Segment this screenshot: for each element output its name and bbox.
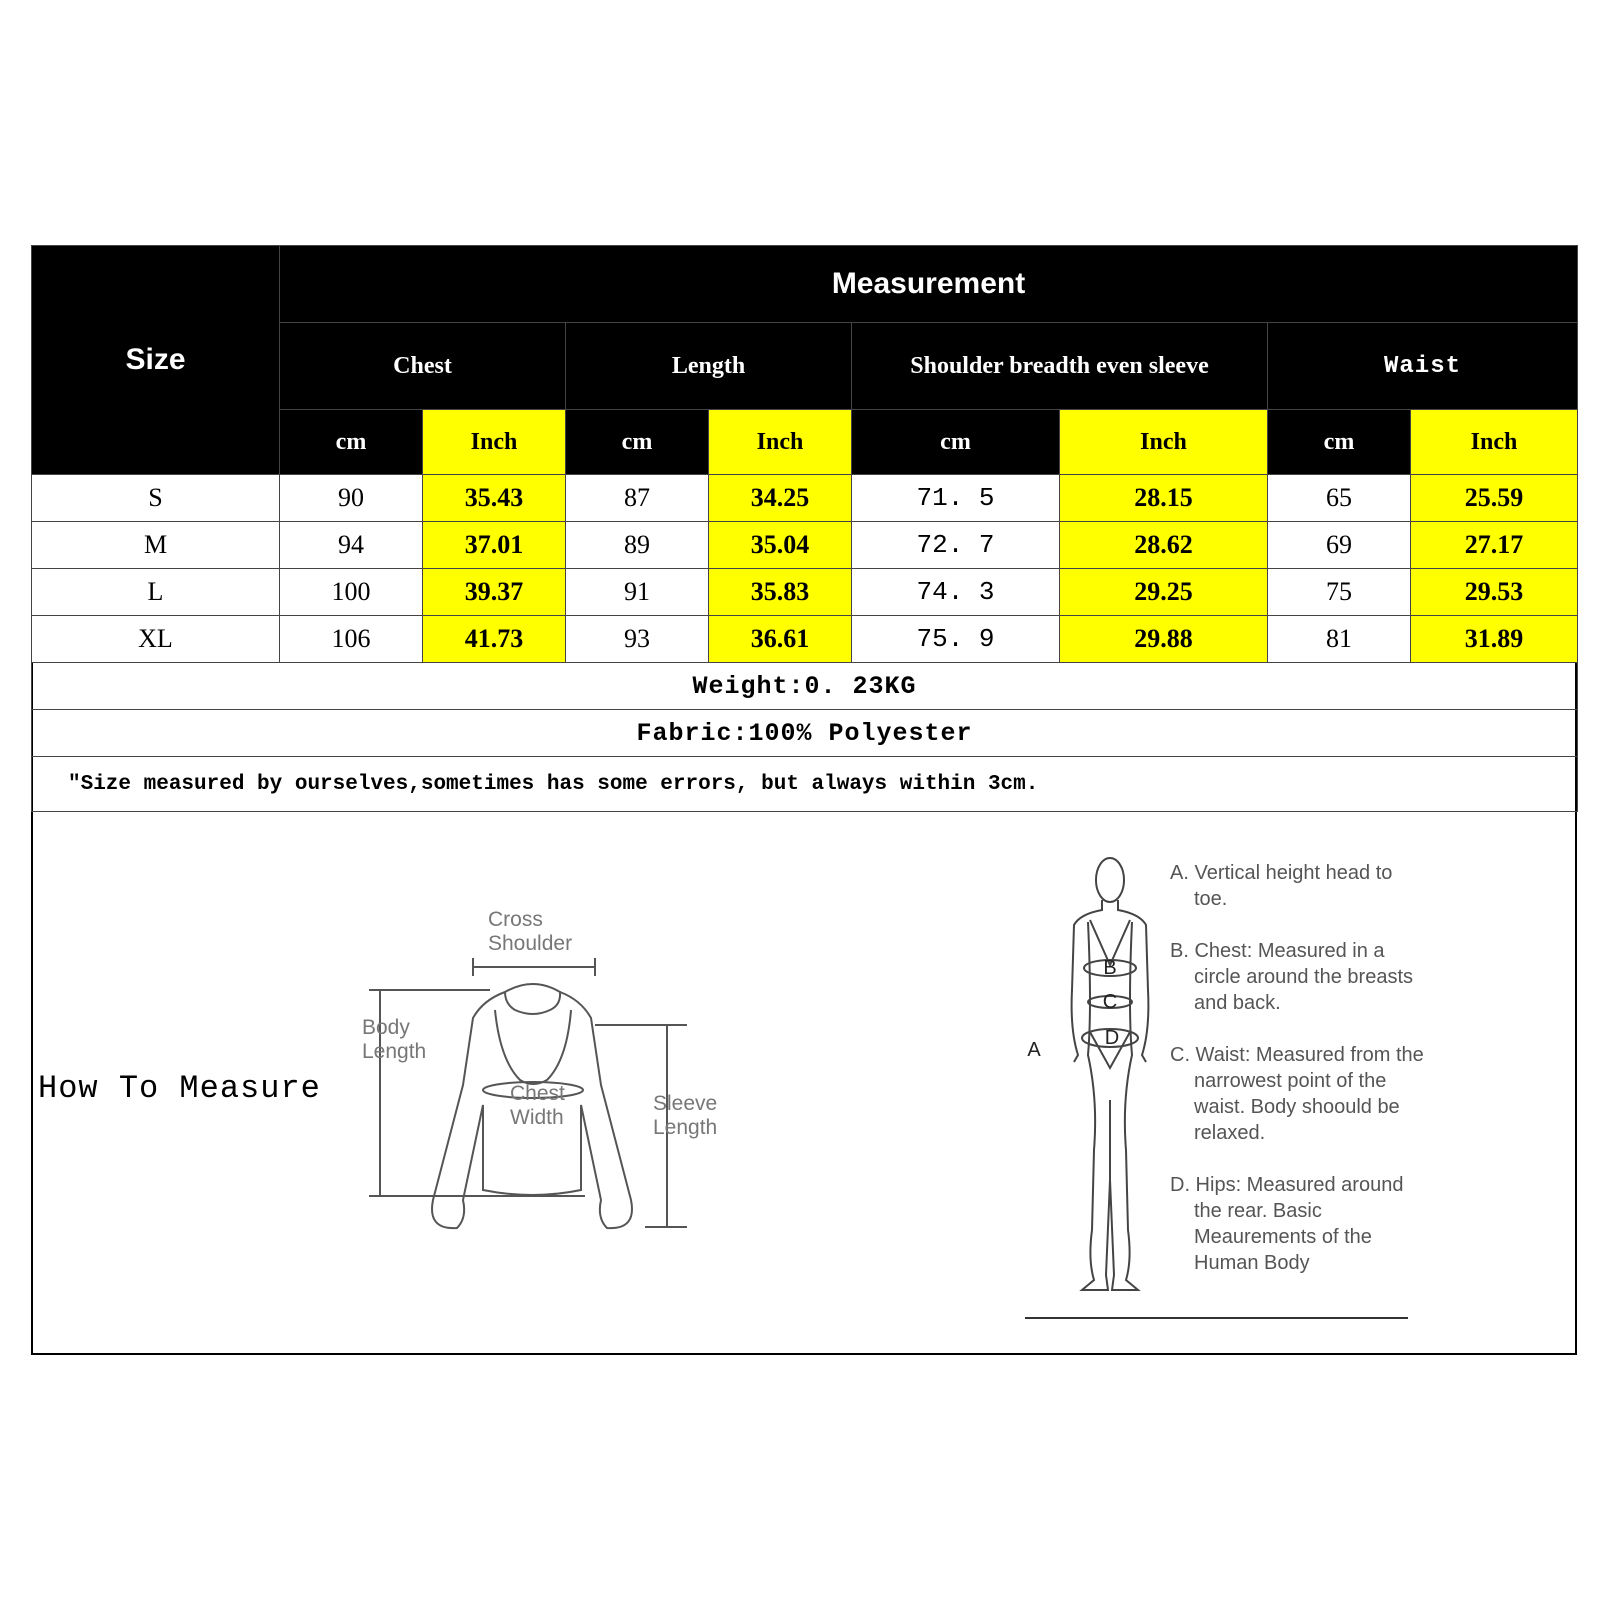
fabric-row: Fabric:100% Polyester xyxy=(32,710,1578,757)
cross-shoulder-label: Cross Shoulder xyxy=(488,908,573,955)
marker-b: B xyxy=(1103,957,1117,979)
body-length-label: Body Length xyxy=(362,1016,427,1063)
chest-inch-cell: 37.01 xyxy=(423,522,566,569)
shoulder-cm-cell: 75. 9 xyxy=(852,616,1060,663)
length-inch-header: Inch xyxy=(709,410,852,475)
length-header: Length xyxy=(566,323,852,410)
chest-cm-cell: 90 xyxy=(280,475,423,522)
legend-d: D. Hips: Measured around the rear. Basic Meaurements of the Human Body xyxy=(1170,1174,1404,1274)
marker-c: C xyxy=(1102,991,1118,1013)
length-cm-cell: 93 xyxy=(566,616,709,663)
length-cm-cell: 87 xyxy=(566,475,709,522)
chest-cm-cell: 100 xyxy=(280,569,423,616)
legend-c: C. Waist: Measured from the narrowest point of the waist. Body shoould be relaxed. xyxy=(1170,1044,1424,1144)
length-cm-header: cm xyxy=(566,410,709,475)
chest-inch-cell: 41.73 xyxy=(423,616,566,663)
marker-a: A xyxy=(1027,1039,1041,1061)
shoulder-cm-cell: 71. 5 xyxy=(852,475,1060,522)
how-to-measure-title: How To Measure xyxy=(38,1070,321,1107)
marker-d: D xyxy=(1104,1027,1120,1049)
size-cell: XL xyxy=(32,616,280,663)
length-cm-cell: 91 xyxy=(566,569,709,616)
legend-b: B. Chest: Measured in a circle around the breasts and back. xyxy=(1170,940,1414,1014)
size-cell: S xyxy=(32,475,280,522)
table-row xyxy=(32,616,1578,663)
shoulder-cm-cell: 74. 3 xyxy=(852,569,1060,616)
length-cm-cell: 89 xyxy=(566,522,709,569)
shoulder-header: Shoulder breadth even sleeve xyxy=(852,323,1268,410)
table-row xyxy=(32,522,1578,569)
table-row xyxy=(32,475,1578,522)
chest-width-label: Chest Width xyxy=(510,1082,565,1129)
chest-cm-header: cm xyxy=(280,410,423,475)
size-cell: M xyxy=(32,522,280,569)
waist-inch-cell: 27.17 xyxy=(1411,522,1578,569)
length-inch-cell: 36.61 xyxy=(709,616,852,663)
chest-inch-header: Inch xyxy=(423,410,566,475)
length-inch-cell: 34.25 xyxy=(709,475,852,522)
chest-header: Chest xyxy=(280,323,566,410)
size-table xyxy=(31,245,1578,812)
shoulder-inch-cell: 29.25 xyxy=(1060,569,1268,616)
shoulder-inch-cell: 28.15 xyxy=(1060,475,1268,522)
weight-row: Weight:0. 23KG xyxy=(32,663,1578,710)
size-note: "Size measured by ourselves,sometimes has some errors, but always within 3cm. xyxy=(32,757,1578,812)
waist-cm-cell: 81 xyxy=(1268,616,1411,663)
head xyxy=(1096,858,1124,902)
shoulder-inch-cell: 28.62 xyxy=(1060,522,1268,569)
waist-cm-header: cm xyxy=(1268,410,1411,475)
table-row xyxy=(32,569,1578,616)
measurement-header: Measurement xyxy=(280,246,1578,323)
measure-legend xyxy=(1170,860,1430,1276)
shoulder-cm-cell: 72. 7 xyxy=(852,522,1060,569)
waist-cm-cell: 69 xyxy=(1268,522,1411,569)
shoulder-cm-header: cm xyxy=(852,410,1060,475)
waist-header: Waist xyxy=(1268,323,1578,410)
waist-cm-cell: 65 xyxy=(1268,475,1411,522)
chest-inch-cell: 35.43 xyxy=(423,475,566,522)
chest-inch-cell: 39.37 xyxy=(423,569,566,616)
chest-cm-cell: 106 xyxy=(280,616,423,663)
waist-inch-cell: 29.53 xyxy=(1411,569,1578,616)
shoulder-inch-header: Inch xyxy=(1060,410,1268,475)
body-diagram xyxy=(1020,850,1160,1320)
length-inch-cell: 35.04 xyxy=(709,522,852,569)
legend-a: A. Vertical height head to toe. xyxy=(1170,862,1393,910)
waist-inch-header: Inch xyxy=(1411,410,1578,475)
waist-cm-cell: 75 xyxy=(1268,569,1411,616)
sleeve-length-label: Sleeve Length xyxy=(653,1092,718,1139)
shoulder-inch-cell: 29.88 xyxy=(1060,616,1268,663)
size-cell: L xyxy=(32,569,280,616)
waist-inch-cell: 31.89 xyxy=(1411,616,1578,663)
legend-divider xyxy=(1025,1317,1408,1319)
chest-cm-cell: 94 xyxy=(280,522,423,569)
length-inch-cell: 35.83 xyxy=(709,569,852,616)
waist-inch-cell: 25.59 xyxy=(1411,475,1578,522)
size-header: Size xyxy=(32,246,280,475)
